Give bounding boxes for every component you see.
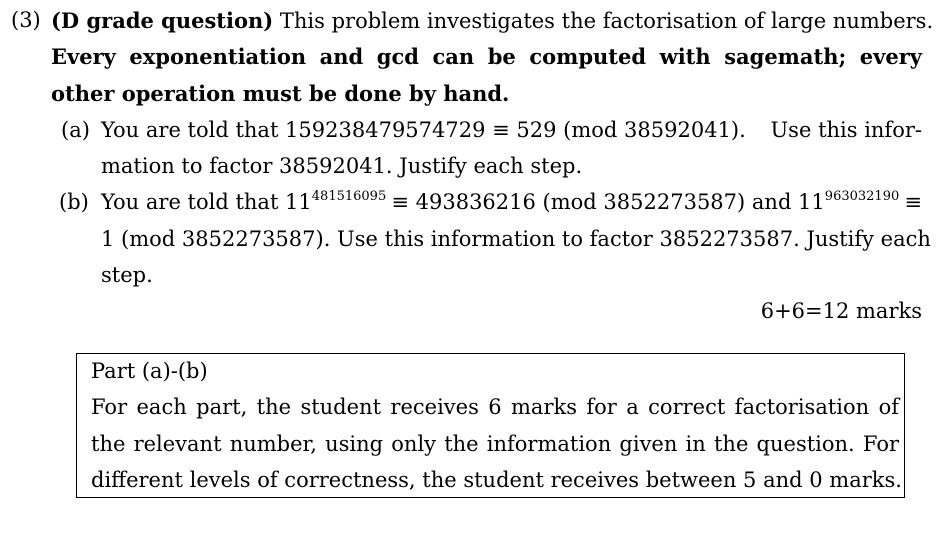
question-number: (3) bbox=[11, 8, 41, 32]
part-a-label: (a) bbox=[61, 118, 90, 142]
part-a-continuation: Use this infor- bbox=[770, 118, 922, 142]
question-intro: This problem investigates the factorisation of large numbers. bbox=[279, 9, 934, 33]
part-b-line-2: 1 (mod 3852273587). Use this information to factor 3852273587. Justify each bbox=[101, 227, 931, 251]
part-a-statement: You are told that 159238479574729 ≡ 529 (mod 38592041). bbox=[101, 118, 746, 142]
part-b-exponent-2: 963032190 bbox=[824, 189, 900, 204]
instruction-line-2: other operation must be done by hand. bbox=[51, 81, 510, 106]
part-b-line-1 bbox=[101, 189, 922, 214]
rubric-line-3: different levels of correctness, the student receives between 5 and 0 marks. bbox=[91, 468, 902, 492]
rubric-heading: Part (a)-(b) bbox=[91, 359, 208, 383]
part-a-line-2: mation to factor 38592041. Justify each step. bbox=[101, 154, 583, 178]
grade-label: (D grade question) bbox=[51, 8, 274, 33]
part-b-congruence-middle: ≡ 493836216 (mod 3852273587) and $11^{963032190}$ bbox=[391, 189, 900, 214]
part-a-line-1 bbox=[101, 120, 922, 141]
part-b-congruence-end: ≡ bbox=[904, 190, 922, 214]
part-b-congruence-1: You are told that $11^{481516095}$ bbox=[101, 189, 387, 214]
part-b-label: (b) bbox=[59, 190, 89, 214]
marks-total: 6+6=12 marks bbox=[760, 299, 922, 323]
rubric-line-1: For each part, the student receives 6 marks for a correct factorisation of bbox=[91, 395, 899, 419]
part-b-exponent-1: 481516095 bbox=[311, 189, 387, 204]
question-header bbox=[51, 10, 933, 32]
instruction-line-1: Every exponentiation and gcd can be computed with sagemath; every bbox=[51, 44, 922, 69]
part-b-line-3: step. bbox=[101, 263, 153, 287]
rubric-line-2: the relevant number, using only the information given in the question. For bbox=[91, 432, 899, 456]
